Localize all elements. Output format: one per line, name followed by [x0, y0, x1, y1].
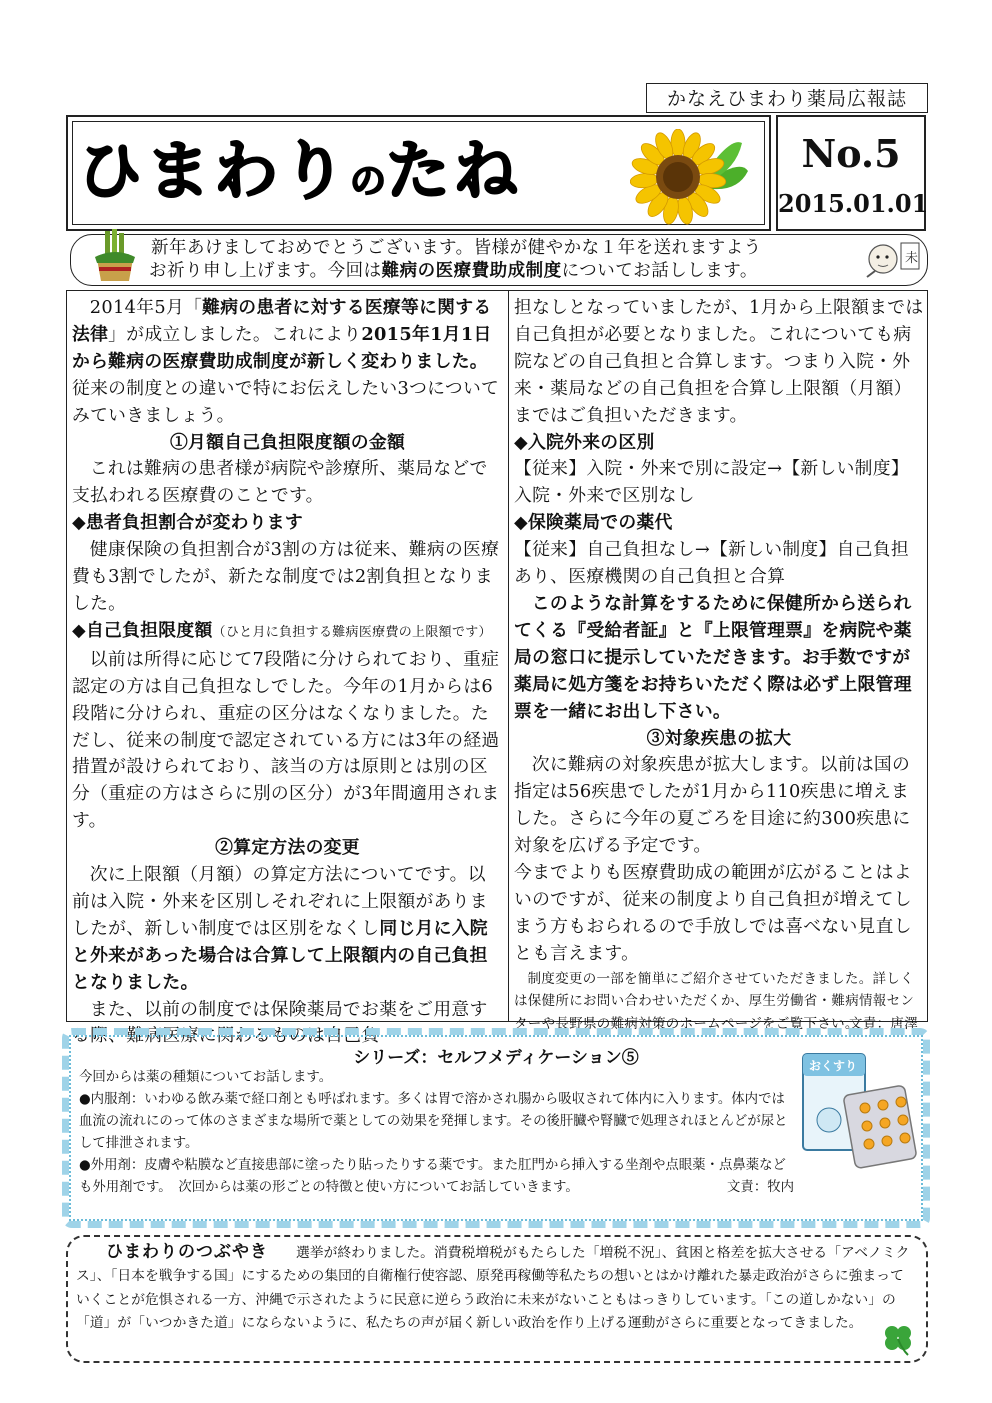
kadomatsu-icon	[93, 229, 137, 283]
newsletter-title	[78, 129, 522, 225]
article-right-column	[514, 295, 924, 1036]
sunflower-icon	[630, 129, 750, 225]
paragraph-9: このような計算をするために保健所から送られてくる『受給者証』と『上限管理票』を病院や薬局の窓口に提示していただきます。お手数ですが薬局に処方箋をお持ちいただく際は必ず上限管理票を一緒にお出し下さい。	[514, 592, 912, 722]
series-line-1: 今回からは薬の種類についてお話します。	[79, 1070, 333, 1085]
main-article	[66, 290, 928, 1047]
heading-3: ③対象疾患の拡大	[646, 727, 792, 749]
sheep-icon	[861, 237, 925, 283]
heading-1: ①月額自己負担限度額の金額	[169, 431, 406, 453]
paragraph-1: これは難病の患者様が病院や診療所、薬局などで支払われる医療費のことです。	[72, 458, 488, 507]
column-divider	[508, 291, 509, 1021]
tsubuyaki-text: ひまわりのつぶやき 選挙が終わりました。消費税増税がもたらした「増税不況」、貧困と格差を拡大させる「アベノミクス」、「日本を戦争する国」にするための集団的自衛権行使容認、原発再稼働等私たちの想いとはかけ離れた暴走政治がさらに強まっていくことが危惧される一方、沖縄で示されたように民意に逆らう政治に未来がないこともはっきりしています。「この道しかない」の「道」が「いつかきた道」にならないように、私たちの声が届く新しい政治を作り上げる運動がさらに重要となってきました。	[76, 1242, 910, 1331]
series-line-2: ●内服剤：いわゆる飲み薬で経口剤とも呼ばれます。多くは胃で溶かされ腸から吸収されて体内に入ります。体内では血流の流れにのって体のさまざまな場所で薬としての効果を発揮します。その後肝臓や腎臓で処理されほとんどが尿として排泄されます。	[79, 1092, 788, 1151]
masthead	[66, 115, 771, 231]
series-title: シリーズ：セルフメディケーション⑤	[353, 1048, 639, 1068]
tsubuyaki-box	[66, 1235, 928, 1363]
medicine-icon	[799, 1050, 917, 1170]
paragraph-8: 【従来】自己負担なし→【新しい制度】自己負担あり、医療機関の自己負担と合算	[514, 539, 909, 588]
series-line-3: ●外用剤：皮膚や粘膜など直接患部に塗ったり貼ったりする薬です。また肛門から挿入する坐剤や点眼薬・点鼻薬なども外用剤です。 次回からは薬の形ごとの特徴と使い方についてお話していきます。 文責：牧内	[79, 1158, 794, 1195]
paragraph-3: 以前は所得に応じて7段階に分けられており、重症認定の方は自己負担なしでした。今年の1月からは6段階に分けられ、重症の区分はなくなりました。ただし、従来の制度で認定されている方には3年の経過措置が設けられており、該当の方は原則とは別の区分（重症の方はさらに別の区分）が3年間適用されます。	[72, 648, 500, 832]
paragraph-6: 担なしとなっていましたが、1月から上限額までは自己負担が必要となりました。これについても病院などの自己負担と合算します。つまり入院・外来・薬局などの自己負担を合算し上限額（月額）まではご負担いただきます。	[514, 297, 924, 426]
issue-box	[776, 115, 929, 231]
clover-icon	[878, 1321, 918, 1357]
greeting-line2: お祈り申し上げます。今回は難病の医療費助成制度についてお話しします。	[149, 261, 758, 281]
medicine-label: おくすり	[809, 1059, 858, 1073]
greeting-line1: 新年あけましておめでとうございます。皆様が健やかな１年を送れますよう	[151, 238, 762, 258]
article-author: 文責：唐澤	[849, 1016, 918, 1033]
paragraph-10: 次に難病の対象疾患が拡大します。以前は国の指定は56疾患でしたが1月から110疾患に増えました。さらに今年の夏ごろを目途に約300疾患に対象を広げる予定です。	[514, 754, 911, 857]
paragraph-7: 【従来】入院・外来で別に設定→【新しい制度】入院・外来で区別なし	[514, 458, 909, 507]
bullet-heading-3: ◆入院外来の区別	[514, 431, 655, 453]
paragraph-4: 次に上限額（月額）の算定方法についてです。以前は入院・外来を区別しそれぞれに上限額がありましたが、新しい制度では区別をなくし同じ月に入院と外来があった場合は合算して上限額内の自己負担となりました。	[72, 864, 488, 993]
title-part2: たね	[386, 135, 523, 209]
title-no: の	[350, 161, 387, 202]
title-part1: ひまわり	[78, 135, 350, 209]
paragraph-2: 健康保険の負担割合が3割の方は従来、難病の医療費も3割でしたが、新たな制度では2割負担となりました。	[72, 539, 500, 614]
paragraph-5: また、以前の制度では保険薬局でお薬をご用意する際、難病医療に関わるものは自己負	[72, 998, 488, 1047]
tsubuyaki-body	[76, 1241, 916, 1335]
article-left-column	[72, 295, 503, 1050]
greeting-box	[70, 234, 928, 286]
article-note: 制度変更の一部を簡単にご紹介させていただきました。詳しくは保健所にお問い合わせいただくか、厚生労働省・難病情報センターや長野県の難病対策のホームページをご覧下さい。	[514, 970, 915, 1032]
bullet-heading-4: ◆保険薬局での薬代	[514, 512, 673, 534]
issue-date: 2015.01.01	[778, 189, 929, 218]
issue-number: No.5	[801, 131, 901, 176]
publisher-label: かなえひまわり薬局広報誌	[646, 83, 928, 113]
intro-paragraph: 2014年5月「難病の患者に対する医療等に関する法律」が成立しました。これにより2015年1月1日から難病の医療費助成制度が新しく変わりました。従来の制度との違いで特にお伝えしたい3つについてみていきましょう。	[72, 297, 500, 426]
svg-text:未: 未	[905, 251, 919, 266]
series-body	[79, 1067, 794, 1199]
paragraph-11: 今までよりも医療費助成の範囲が広がることはよいのですが、従来の制度より自己負担が増えてしまう方もおられるので手放しでは喜べない見直しとも言えます。	[514, 862, 912, 964]
tsubuyaki-title: ひまわりのつぶやき	[106, 1242, 268, 1262]
bullet-heading-2: ◆自己負担限度額（ひと月に負担する難病医療費の上限額です）	[72, 619, 492, 641]
series-box	[62, 1028, 930, 1228]
bullet-heading-1: ◆患者負担割合が変わります	[72, 512, 303, 534]
heading-2: ②算定方法の変更	[215, 837, 360, 859]
